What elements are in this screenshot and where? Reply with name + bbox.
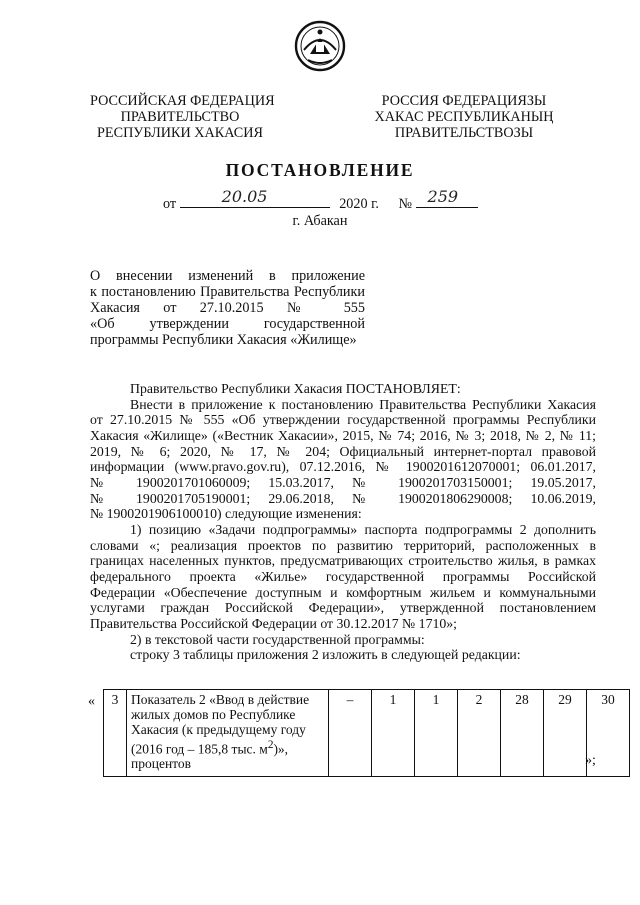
table-open-quote: « xyxy=(88,694,95,709)
indicator-cell xyxy=(127,690,329,777)
number-sign: № xyxy=(398,196,412,212)
value-cell: 28 xyxy=(501,690,544,777)
indicator-text-tail: )», процентов xyxy=(131,741,289,772)
header-left-line-2: ПРАВИТЕЛЬСТВО xyxy=(120,109,240,125)
body-line: словами «; реализация проектов по развитию территорий, расположенных в xyxy=(90,537,596,553)
header-right-line-2: ХАКАС РЕСПУБЛИКАНЫҢ xyxy=(374,109,554,125)
date-year: 2020 г. xyxy=(339,196,379,212)
subject-line: к постановлению Правительства Республики xyxy=(90,284,365,300)
indicator-sup: 2 xyxy=(267,738,274,751)
coat-of-arms-icon xyxy=(294,20,346,72)
indicator-table xyxy=(103,689,630,777)
number-fill-line xyxy=(416,187,478,208)
header-left xyxy=(90,93,275,141)
body-text xyxy=(90,381,596,663)
body-line: 2) в текстовой части государственной программы: xyxy=(130,631,425,647)
body-line: федерального проекта «Жилье» государственной программы Российской xyxy=(90,568,596,584)
body-line: № 1900201705190001; 29.06.2018, № 1900201806290008; 10.06.2019, xyxy=(90,490,596,506)
date-prefix: от xyxy=(163,196,177,212)
table-close-quote: »; xyxy=(585,753,596,768)
document-title: ПОСТАНОВЛЕНИЕ xyxy=(225,160,415,180)
header-left-line-1: РОССИЙСКАЯ ФЕДЕРАЦИЯ xyxy=(90,93,275,109)
value-cell: 1 xyxy=(415,690,458,777)
subject-line: программы Республики Хакасия «Жилище» xyxy=(90,332,357,348)
handwritten-date: 20.05 xyxy=(221,187,268,206)
handwritten-number: 259 xyxy=(427,187,459,206)
body-line: от 27.10.2015 № 555 «Об утверждении государственной программы Республики xyxy=(90,412,596,428)
value-cell: 1 xyxy=(372,690,415,777)
row-number-cell: 3 xyxy=(104,690,127,777)
city: г. Абакан xyxy=(292,213,348,229)
body-line: 2019, № 6; 2020, № 17, № 204; Официальный интернет-портал правовой xyxy=(90,443,596,459)
body-line: строку 3 таблицы приложения 2 изложить в следующей редакции: xyxy=(130,647,521,663)
subject-line: «Об утверждении государственной xyxy=(90,316,365,332)
body-line: границах населенных пунктов, предусматривающих строительство жилья, в рамках xyxy=(90,553,596,569)
body-line: Внести в приложение к постановлению Правительства Республики Хакасия xyxy=(130,396,596,412)
subject-block xyxy=(90,268,365,348)
header-right-line-3: ПРАВИТЕЛЬСТВОЗЫ xyxy=(394,125,534,141)
header-left-line-3: РЕСПУБЛИКИ ХАКАСИЯ xyxy=(97,125,263,141)
header-right-line-1: РОССИЯ ФЕДЕРАЦИЯЗЫ xyxy=(381,93,547,109)
body-line: информации (www.pravo.gov.ru), 07.12.2016, № 1900201612070001; 06.01.2017, xyxy=(90,459,596,475)
subject-line: О внесении изменений в приложение xyxy=(90,268,365,284)
value-cell: 29 xyxy=(544,690,587,777)
subject-line: Хакасия от 27.10.2015 № 555 xyxy=(90,300,365,316)
body-line: Хакасия «Жилище» («Вестник Хакасии», 2015, № 74; 2016, № 3; 2018, № 2, № 11; xyxy=(90,427,596,443)
table-row xyxy=(104,690,630,777)
indicator-text: Показатель 2 «Ввод в действие жилых домов по Республике Хакасия (к предыдущему году (2016 год – 185,8 тыс. м xyxy=(131,692,310,757)
body-line: 1) позицию «Задачи подпрограммы» паспорта подпрограммы 2 дополнить xyxy=(130,521,596,537)
body-line: № 1900201701060009; 15.03.2017, № 1900201703150001; 19.05.2017, xyxy=(90,474,596,490)
body-line: услугами граждан Российской Федерации», утвержденной постановлением xyxy=(90,600,596,616)
date-fill-line xyxy=(180,187,330,208)
value-cell: 2 xyxy=(458,690,501,777)
body-line: № 1900201906100010) следующие изменения: xyxy=(90,506,362,522)
value-cell: – xyxy=(329,690,372,777)
date-line xyxy=(163,187,478,213)
value-cell: 30 xyxy=(587,690,630,777)
header-right xyxy=(372,93,556,141)
body-line: Правительства Российской Федерации от 30.12.2017 № 1710»; xyxy=(90,615,457,631)
body-line: Федерации «Обеспечение доступным и комфортным жильем и коммунальными xyxy=(90,584,596,600)
body-line: Правительство Республики Хакасия ПОСТАНОВЛЯЕТ: xyxy=(130,381,461,396)
